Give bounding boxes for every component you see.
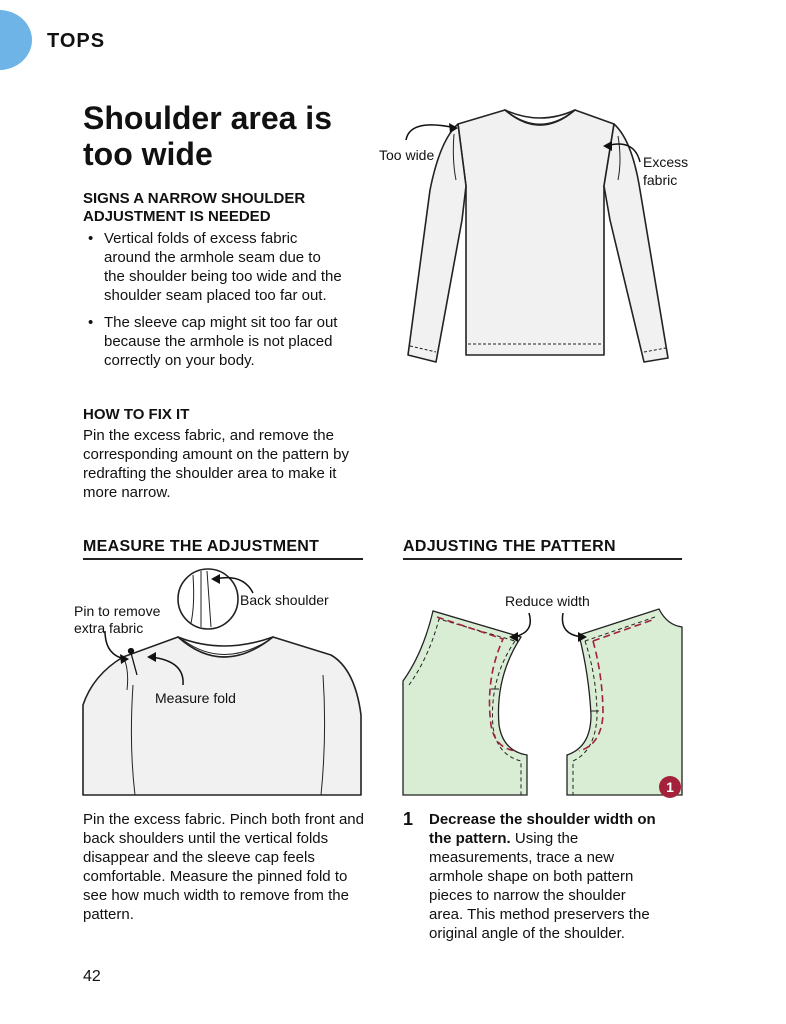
pin-label-line1: Pin to remove bbox=[74, 603, 161, 619]
signs-list bbox=[83, 229, 345, 378]
measure-fold-label: Measure fold bbox=[155, 690, 236, 706]
fix-heading: HOW TO FIX IT bbox=[83, 406, 190, 423]
fix-text: Pin the excess fabric, and remove the corresponding amount on the pattern by redrafting the shoulder area to make it more narrow. bbox=[83, 427, 350, 501]
measure-heading: MEASURE THE ADJUSTMENT bbox=[83, 538, 363, 560]
measure-caption: Pin the excess fabric. Pinch both front and back shoulders until the vertical folds disappear and the sleeve cap feels comfortable. Measure the pinned fold to see how much width to remove from the pattern. bbox=[83, 811, 364, 923]
list-item: • Vertical folds of excess fabric around the armhole seam due to the shoulder being too wide and the shoulder seam placed too far out. bbox=[83, 229, 345, 305]
long-sleeve-top-illustration bbox=[400, 100, 680, 370]
step-badge: 1 bbox=[659, 776, 681, 798]
section-header: TOPS bbox=[47, 30, 106, 52]
page-title: Shoulder area is too wide bbox=[83, 100, 332, 172]
reduce-width-label: Reduce width bbox=[505, 593, 590, 609]
pin-label-line2: extra fabric bbox=[74, 620, 144, 636]
page-number: 42 bbox=[83, 968, 101, 985]
step-number: 1 bbox=[403, 809, 414, 829]
list-item: • The sleeve cap might sit too far out because the armhole is not placed correctly on your body. bbox=[83, 313, 345, 370]
signs-heading bbox=[83, 190, 373, 226]
too-wide-label: Too wide bbox=[379, 147, 435, 163]
step-body-text: Using the measurements, trace a new armhole shape on both pattern pieces to narrow the shoulder area. This method preservers the original angle of the shoulder. bbox=[429, 830, 650, 942]
adjust-heading: ADJUSTING THE PATTERN bbox=[403, 538, 682, 560]
back-shoulder-label: Back shoulder bbox=[240, 592, 329, 608]
excess-label: Excess bbox=[643, 154, 689, 170]
step-bold-text: Decrease the shoulder width on the pattern. bbox=[429, 811, 656, 847]
section-tab-marker bbox=[0, 10, 32, 70]
signs-heading-line2: ADJUSTMENT IS NEEDED bbox=[83, 208, 271, 225]
fabric-label: fabric bbox=[643, 172, 678, 188]
signs-heading-line1: SIGNS A NARROW SHOULDER bbox=[83, 190, 306, 207]
step-text bbox=[429, 810, 664, 943]
